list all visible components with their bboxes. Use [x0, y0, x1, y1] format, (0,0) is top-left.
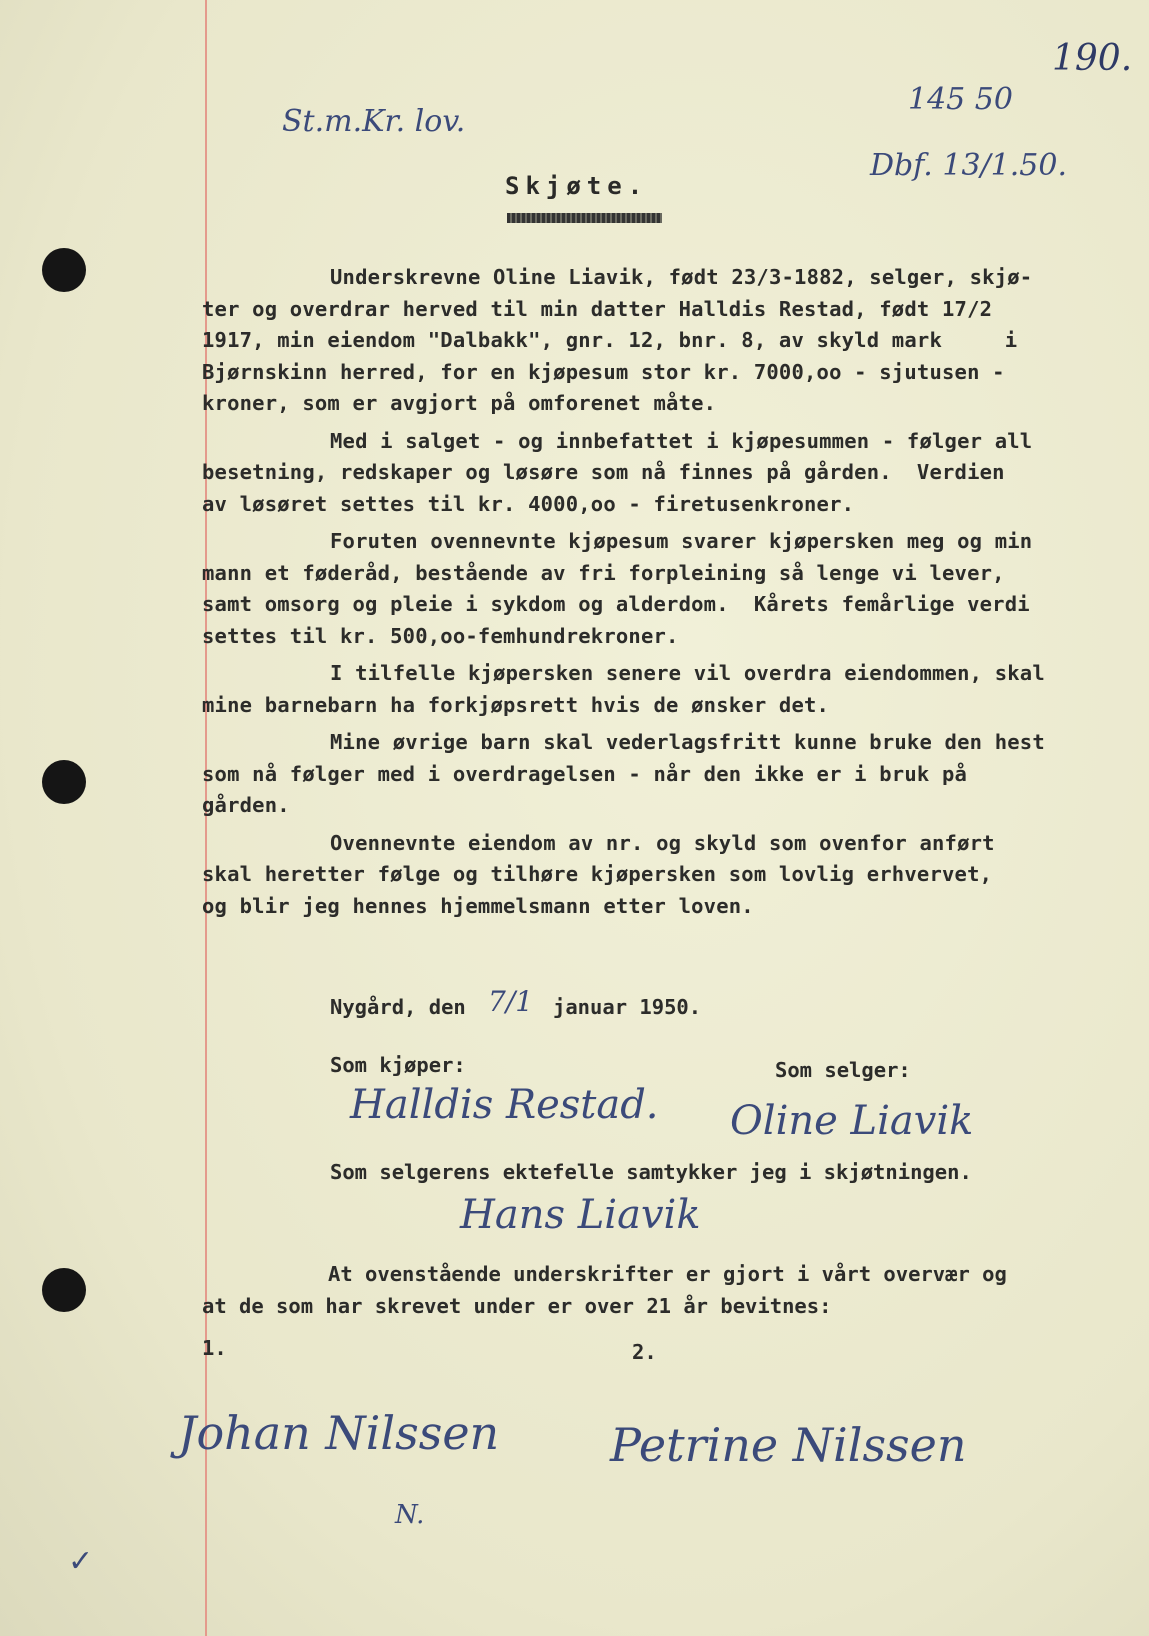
top-left-annotation: St.m.Kr. lov. — [282, 104, 466, 139]
document-body — [202, 262, 1122, 928]
text-line: 1917, min eiendom "Dalbakk", gnr. 12, bnr. 8, av skyld mark i — [202, 328, 1018, 352]
text-line: ter og overdrar herved til min datter Halldis Restad, født 17/2 — [202, 296, 993, 321]
text-line: og blir jeg hennes hjemmelsmann etter loven. — [202, 893, 754, 918]
punch-hole — [42, 1268, 86, 1312]
spouse-signature: Hans Liavik — [460, 1192, 701, 1238]
text-line: Ovennevnte eiendom av nr. og skyld som ovenfor anført — [330, 830, 995, 855]
spouse-consent: Som selgerens ektefelle samtykker jeg i skjøtningen. — [330, 1160, 972, 1184]
text-line: Bjørnskinn herred, for en kjøpesum stor kr. 7000,oo - sjutusen - — [202, 359, 1005, 384]
punch-hole — [42, 248, 86, 292]
seller-label: Som selger: — [775, 1058, 911, 1082]
place-date-prefix: Nygård, den — [330, 995, 466, 1019]
witness-signature: Petrine Nilssen — [610, 1418, 967, 1472]
text-line: besetning, redskaper og løsøre som nå finnes på gården. Verdien — [202, 460, 1005, 484]
document-title: Skjøte. — [505, 172, 649, 200]
text-line: mine barnebarn ha forkjøpsrett hvis de ønsker det. — [202, 692, 830, 717]
text-line: skal heretter følge og tilhøre kjøpersken som lovlig erhvervet, — [202, 862, 993, 886]
text-line: kroner, som er avgjort på omforenet måte. — [202, 391, 717, 415]
title-underline — [507, 213, 662, 223]
witness-number: 1. — [202, 1336, 227, 1360]
handwritten-day: 7/1 — [488, 985, 534, 1018]
witness-number: 2. — [632, 1340, 657, 1364]
text-line: av løsøret settes til kr. 4000,oo - firetusenkroner. — [202, 491, 855, 516]
text-line: Med i salget - og innbefattet i kjøpesummen - følger all — [330, 428, 1033, 453]
page-number: 190. — [1052, 38, 1133, 79]
paragraph — [202, 526, 1122, 652]
paragraph — [202, 727, 1122, 822]
witness-signature: Johan Nilssen — [178, 1406, 500, 1460]
text-line: som nå følger med i overdragelsen - når den ikke er i bruk på — [202, 761, 968, 786]
text-line: Mine øvrige barn skal vederlagsfritt kunne bruke den hest — [330, 730, 1045, 754]
text-line: mann et føderåd, bestående av fri forpleining så lenge vi lever, — [202, 560, 1005, 585]
paragraph — [202, 828, 1122, 923]
text-line: I tilfelle kjøpersken senere vil overdra eiendommen, skal — [330, 661, 1045, 685]
punch-hole — [42, 760, 86, 804]
seller-signature: Oline Liavik — [730, 1098, 974, 1144]
witness-text-line: At ovenstående underskrifter er gjort i vårt overvær og — [328, 1262, 1007, 1286]
paragraph — [202, 426, 1122, 521]
text-line: Foruten ovennevnte kjøpesum svarer kjøpersken meg og min — [330, 529, 1033, 553]
initials: N. — [395, 1500, 425, 1530]
buyer-signature: Halldis Restad. — [350, 1082, 659, 1128]
paragraph — [202, 262, 1122, 420]
text-line: Underskrevne Oline Liavik, født 23/3-1882, selger, skjø- — [330, 265, 1033, 289]
buyer-label: Som kjøper: — [330, 1053, 466, 1077]
text-line: samt omsorg og pleie i sykdom og alderdom. Kårets femårlige verdi — [202, 592, 1030, 616]
paragraph — [202, 658, 1122, 721]
dbf-annotation: Dbf. 13/1.50. — [870, 148, 1067, 183]
text-line: gården. — [202, 793, 290, 817]
ref-number: 145 50 — [908, 82, 1013, 117]
check-icon: ✓ — [68, 1544, 94, 1579]
text-line: settes til kr. 500,oo-femhundrekroner. — [202, 623, 679, 648]
place-date-suffix: januar 1950. — [553, 995, 702, 1019]
witness-text-line: at de som har skrevet under er over 21 år bevitnes: — [202, 1294, 832, 1318]
